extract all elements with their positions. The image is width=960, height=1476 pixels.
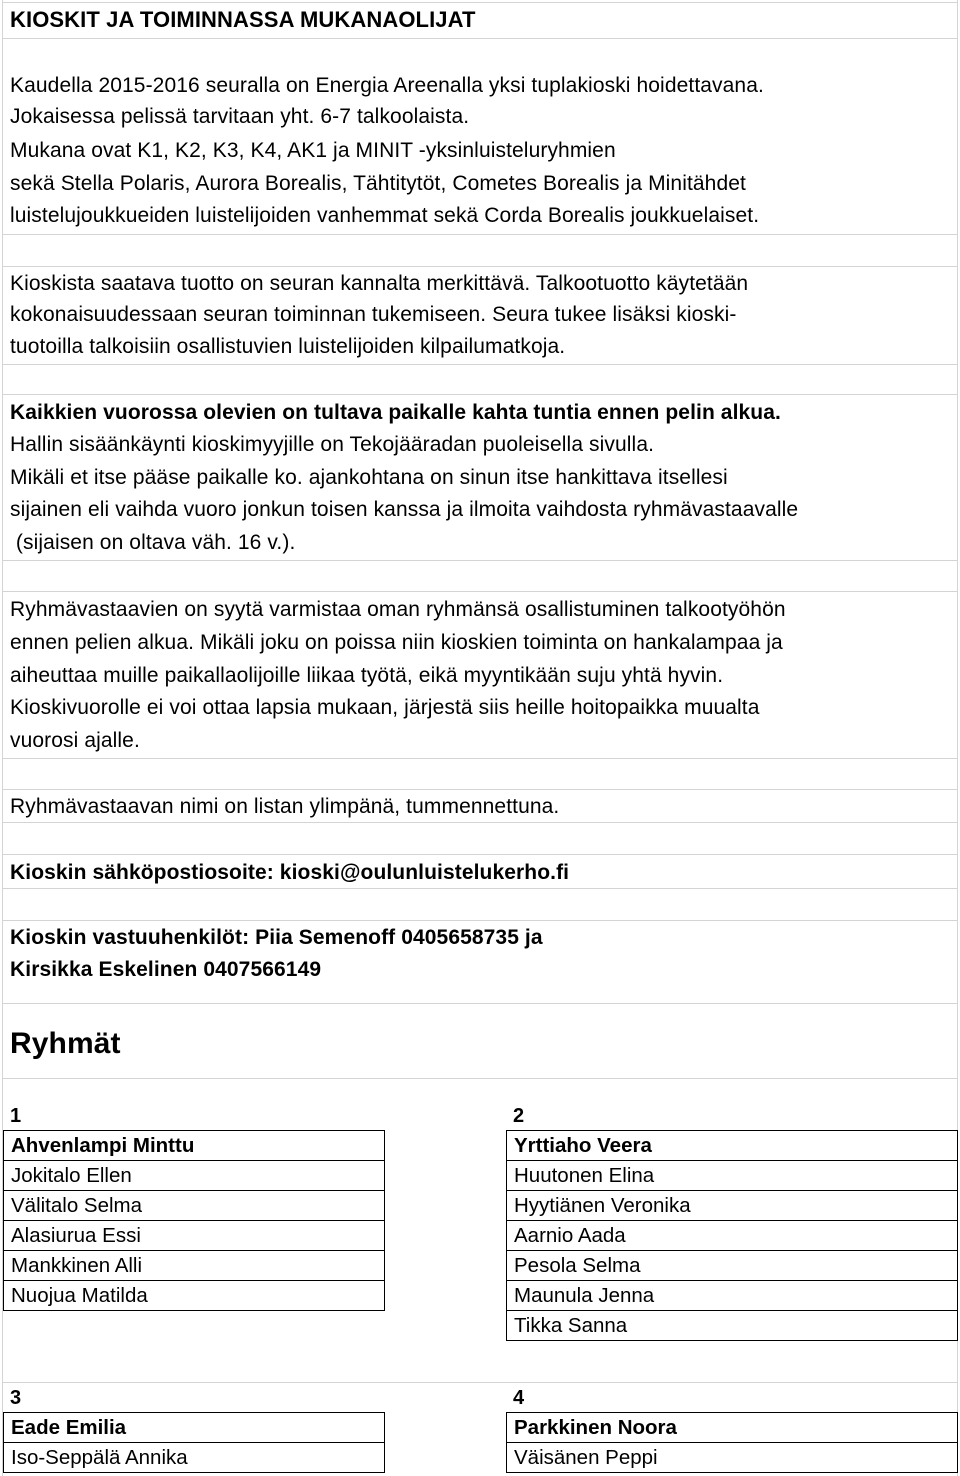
table-row	[507, 1161, 958, 1191]
table-row	[4, 1191, 385, 1221]
group-member: Maunula Jenna	[507, 1281, 958, 1311]
group-number: 2	[513, 1105, 525, 1127]
group-1-roster	[3, 1130, 385, 1311]
group-member: Mankkinen Alli	[4, 1251, 385, 1281]
intro-line: Mukana ovat K1, K2, K3, K4, AK1 ja MINIT -yksinluisteluryhmien	[10, 139, 616, 162]
group-member: Hyytiänen Veronika	[507, 1191, 958, 1221]
kiosk-email: Kioskin sähköpostiosoite: kioski@oulunluistelukerho.fi	[10, 861, 570, 884]
grid-line	[2, 560, 958, 561]
grid-line	[2, 364, 958, 365]
group-member: Välitalo Selma	[4, 1191, 385, 1221]
group-leader: Yrttiaho Veera	[507, 1131, 958, 1161]
group-3-roster	[3, 1412, 385, 1473]
table-row	[507, 1251, 958, 1281]
page-title: KIOSKIT JA TOIMINNASSA MUKANAOLIJAT	[10, 7, 476, 32]
group-member: Jokitalo Ellen	[4, 1161, 385, 1191]
arrival-line: (sijaisen on oltava väh. 16 v.).	[10, 531, 296, 554]
table-row	[4, 1221, 385, 1251]
arrival-line: Hallin sisäänkäynti kioskimyyjille on Tekojääradan puoleisella sivulla.	[10, 433, 655, 456]
group-member: Aarnio Aada	[507, 1221, 958, 1251]
responsibility-line: ennen pelien alkua. Mikäli joku on poissa niin kioskien toiminta on hankalampaa ja	[10, 631, 783, 654]
group-2-roster	[506, 1130, 958, 1341]
grid-line	[2, 920, 958, 921]
table-row	[4, 1413, 385, 1443]
grid-line	[2, 591, 958, 592]
intro-line: Kaudella 2015-2016 seuralla on Energia Areenalla yksi tuplakioski hoidettavana.	[10, 74, 764, 97]
arrival-bold-line: Kaikkien vuorossa olevien on tultava paikalle kahta tuntia ennen pelin alkua.	[10, 401, 781, 424]
responsibility-line: aiheuttaa muille paikallaolijoille liikaa työtä, eikä myyntikään suju yhtä hyvin.	[10, 664, 724, 687]
grid-line	[2, 234, 958, 235]
group-4-roster	[506, 1412, 958, 1473]
profit-line: tuotoilla talkoisiin osallistuvien luistelijoiden kilpailumatkoja.	[10, 335, 566, 358]
grid-line	[2, 1382, 958, 1383]
responsibility-line: Kioskivuorolle ei voi ottaa lapsia mukaan, järjestä siis heille hoitopaikka muualta	[10, 696, 760, 719]
grid-line	[2, 394, 958, 395]
group-leader: Eade Emilia	[4, 1413, 385, 1443]
table-row	[507, 1311, 958, 1341]
grid-line	[2, 854, 958, 855]
table-row	[507, 1413, 958, 1443]
profit-line: Kioskista saatava tuotto on seuran kannalta merkittävä. Talkootuotto käytetään	[10, 272, 749, 295]
group-member: Alasiurua Essi	[4, 1221, 385, 1251]
table-row	[507, 1221, 958, 1251]
contact-line: Kioskin vastuuhenkilöt: Piia Semenoff 0405658735 ja	[10, 926, 543, 949]
table-row	[507, 1443, 958, 1473]
group-member: Nuojua Matilda	[4, 1281, 385, 1311]
group-member: Huutonen Elina	[507, 1161, 958, 1191]
grid-line	[2, 266, 958, 267]
table-row	[507, 1281, 958, 1311]
grid-line	[2, 38, 958, 39]
arrival-line: sijainen eli vaihda vuoro jonkun toisen kanssa ja ilmoita vaihdosta ryhmävastaavalle	[10, 498, 799, 521]
group-member: Iso-Seppälä Annika	[4, 1443, 385, 1473]
group-number: 3	[10, 1387, 22, 1409]
grid-line	[2, 789, 958, 790]
responsibility-line: vuorosi ajalle.	[10, 729, 140, 752]
responsibility-line: Ryhmävastaavien on syytä varmistaa oman ryhmänsä osallistuminen talkootyöhön	[10, 598, 786, 621]
table-row	[4, 1251, 385, 1281]
table-row	[4, 1131, 385, 1161]
group-leader: Ahvenlampi Minttu	[4, 1131, 385, 1161]
leader-note: Ryhmävastaavan nimi on listan ylimpänä, tummennettuna.	[10, 795, 560, 818]
groups-heading: Ryhmät	[10, 1027, 121, 1060]
intro-line: luistelujoukkueiden luistelijoiden vanhemmat sekä Corda Borealis joukkuelaiset.	[10, 204, 760, 227]
table-row	[4, 1161, 385, 1191]
profit-line: kokonaisuudessaan seuran toiminnan tukemiseen. Seura tukee lisäksi kioski-	[10, 303, 737, 326]
grid-line	[2, 1078, 958, 1079]
table-row	[4, 1443, 385, 1473]
table-row	[507, 1191, 958, 1221]
arrival-line: Mikäli et itse pääse paikalle ko. ajankohtana on sinun itse hankittava itsellesi	[10, 466, 728, 489]
group-member: Tikka Sanna	[507, 1311, 958, 1341]
intro-line: Jokaisessa pelissä tarvitaan yht. 6-7 talkoolaista.	[10, 105, 470, 128]
group-number: 4	[513, 1387, 525, 1409]
group-member: Väisänen Peppi	[507, 1443, 958, 1473]
table-row	[4, 1281, 385, 1311]
group-member: Pesola Selma	[507, 1251, 958, 1281]
grid-line	[2, 758, 958, 759]
intro-line: sekä Stella Polaris, Aurora Borealis, Tähtitytöt, Cometes Borealis ja Minitähdet	[10, 172, 746, 195]
group-number: 1	[10, 1105, 22, 1127]
grid-line	[2, 2, 958, 3]
group-leader: Parkkinen Noora	[507, 1413, 958, 1443]
contact-line: Kirsikka Eskelinen 0407566149	[10, 958, 322, 981]
grid-line	[2, 1003, 958, 1004]
table-row	[507, 1131, 958, 1161]
